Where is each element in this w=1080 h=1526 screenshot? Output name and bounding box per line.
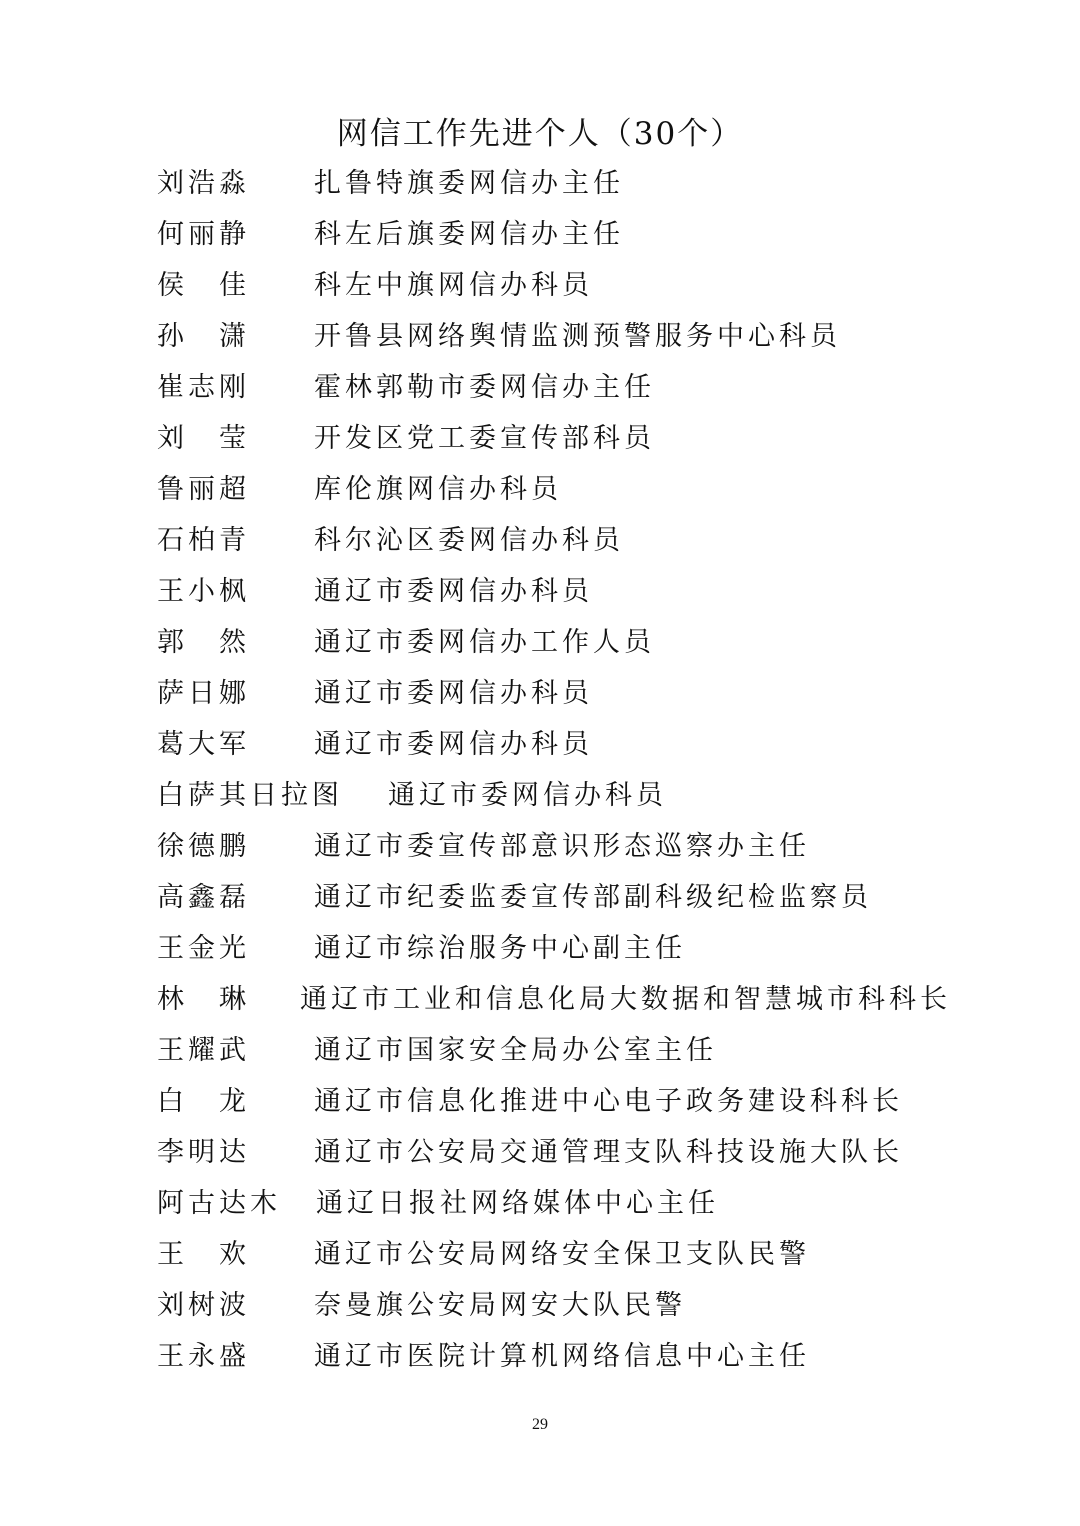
list-item xyxy=(0,1178,1080,1229)
person-name: 王小枫 xyxy=(157,576,250,607)
list-item xyxy=(0,821,1080,872)
person-name: 阿古达木 xyxy=(157,1188,281,1219)
person-name: 王 欢 xyxy=(157,1239,250,1270)
list-item xyxy=(0,1025,1080,1076)
person-name: 孙 潇 xyxy=(157,321,250,352)
person-position: 通辽市委网信办科员 xyxy=(388,780,667,811)
person-name: 王金光 xyxy=(157,933,250,964)
person-position: 通辽市委网信办工作人员 xyxy=(314,627,655,658)
person-name: 鲁丽超 xyxy=(157,474,250,505)
person-position: 通辽市综治服务中心副主任 xyxy=(314,933,686,964)
list-item xyxy=(0,872,1080,923)
person-position: 通辽市委网信办科员 xyxy=(314,678,593,709)
list-item xyxy=(0,311,1080,362)
list-item xyxy=(0,209,1080,260)
person-name: 王永盛 xyxy=(157,1341,250,1372)
list-item xyxy=(0,974,1080,1025)
list-item xyxy=(0,1127,1080,1178)
person-position: 通辽市信息化推进中心电子政务建设科科长 xyxy=(314,1086,903,1117)
person-position: 库伦旗网信办科员 xyxy=(314,474,562,505)
person-name: 刘浩淼 xyxy=(157,168,250,199)
person-position: 通辽市公安局交通管理支队科技设施大队长 xyxy=(314,1137,903,1168)
person-name: 萨日娜 xyxy=(157,678,250,709)
list-item xyxy=(0,770,1080,821)
list-item xyxy=(0,158,1080,209)
person-name: 白 龙 xyxy=(157,1086,250,1117)
list-item xyxy=(0,260,1080,311)
list-item xyxy=(0,515,1080,566)
list-item xyxy=(0,362,1080,413)
person-name: 白萨其日拉图 xyxy=(157,780,343,811)
person-name: 林 琳 xyxy=(157,984,250,1015)
person-name: 崔志刚 xyxy=(157,372,250,403)
person-position: 通辽日报社网络媒体中心主任 xyxy=(316,1188,719,1219)
person-position: 通辽市纪委监委宣传部副科级纪检监察员 xyxy=(314,882,872,913)
person-name: 刘树波 xyxy=(157,1290,250,1321)
list-item xyxy=(0,617,1080,668)
person-name: 郭 然 xyxy=(157,627,250,658)
list-item xyxy=(0,1076,1080,1127)
person-position: 开发区党工委宣传部科员 xyxy=(314,423,655,454)
page-number: 29 xyxy=(532,1416,548,1433)
honoree-list xyxy=(0,158,1080,1382)
person-position: 奈曼旗公安局网安大队民警 xyxy=(314,1290,686,1321)
person-name: 侯 佳 xyxy=(157,270,250,301)
list-item xyxy=(0,1229,1080,1280)
list-item xyxy=(0,923,1080,974)
person-position: 通辽市医院计算机网络信息中心主任 xyxy=(314,1341,810,1372)
list-item xyxy=(0,1331,1080,1382)
person-position: 通辽市国家安全局办公室主任 xyxy=(314,1035,717,1066)
person-position: 科左中旗网信办科员 xyxy=(314,270,593,301)
person-position: 开鲁县网络舆情监测预警服务中心科员 xyxy=(314,321,841,352)
person-name: 徐德鹏 xyxy=(157,831,250,862)
person-position: 扎鲁特旗委网信办主任 xyxy=(314,168,624,199)
person-name: 何丽静 xyxy=(157,219,250,250)
person-name: 李明达 xyxy=(157,1137,250,1168)
person-position: 通辽市委宣传部意识形态巡察办主任 xyxy=(314,831,810,862)
person-name: 高鑫磊 xyxy=(157,882,250,913)
person-position: 通辽市委网信办科员 xyxy=(314,729,593,760)
list-item xyxy=(0,464,1080,515)
person-position: 通辽市工业和信息化局大数据和智慧城市科科长 xyxy=(300,984,951,1015)
person-position: 霍林郭勒市委网信办主任 xyxy=(314,372,655,403)
list-item xyxy=(0,1280,1080,1331)
person-position: 科尔沁区委网信办科员 xyxy=(314,525,624,556)
person-position: 科左后旗委网信办主任 xyxy=(314,219,624,250)
person-name: 石柏青 xyxy=(157,525,250,556)
page-title: 网信工作先进个人（30个） xyxy=(336,116,744,152)
person-name: 王耀武 xyxy=(157,1035,250,1066)
person-name: 葛大军 xyxy=(157,729,250,760)
list-item xyxy=(0,566,1080,617)
list-item xyxy=(0,668,1080,719)
person-name: 刘 莹 xyxy=(157,423,250,454)
list-item xyxy=(0,719,1080,770)
person-position: 通辽市公安局网络安全保卫支队民警 xyxy=(314,1239,810,1270)
list-item xyxy=(0,413,1080,464)
person-position: 通辽市委网信办科员 xyxy=(314,576,593,607)
